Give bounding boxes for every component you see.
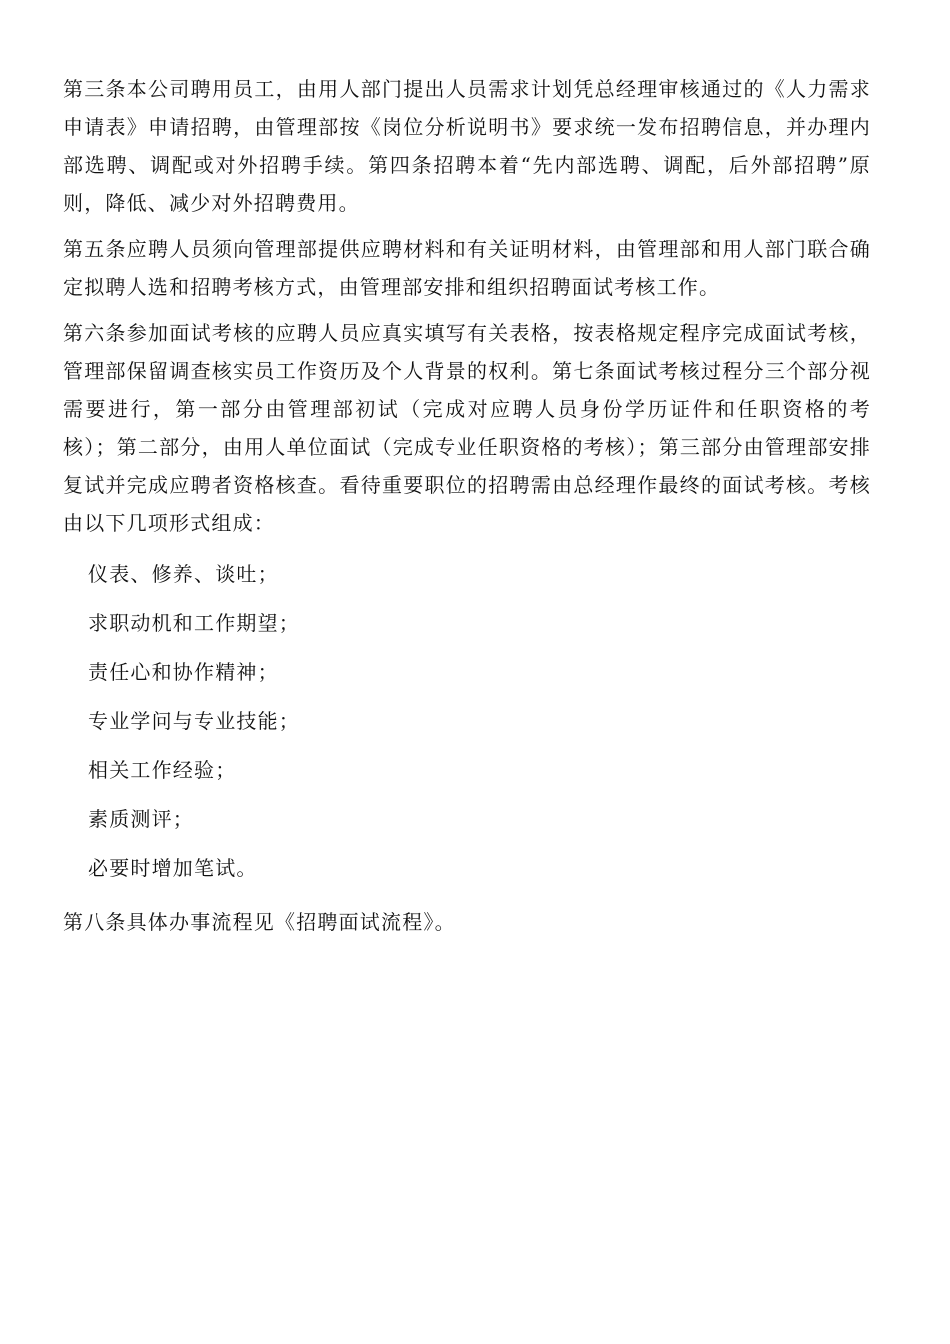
paragraph-article-6-7: 第六条参加面试考核的应聘人员应真实填写有关表格，按表格规定程序完成面试考核，管理部保留调查核实员工作资历及个人背景的权利。第七条面试考核过程分三个部分视需要进行，第一部分由管理部初试（完成对应聘人员身份学历证件和任职资格的考核）；第二部分，由用人单位面试（完成专业任职资格的考核）；第三部分由管理部安排复试并完成应聘者资格核查。看待重要职位的招聘需由总经理作最终的面试考核。考核由以下几项形式组成： bbox=[63, 321, 871, 535]
paragraph-article-5: 第五条应聘人员须向管理部提供应聘材料和有关证明材料，由管理部和用人部门联合确定拟聘人选和招聘考核方式，由管理部安排和组织招聘面试考核工作。 bbox=[63, 237, 871, 299]
list-item: 必要时增加笔试。 bbox=[88, 856, 258, 880]
paragraph-article-8: 第八条具体办事流程见《招聘面试流程》。 bbox=[63, 910, 456, 934]
list-item: 素质测评； bbox=[88, 807, 194, 831]
list-item: 专业学问与专业技能； bbox=[88, 709, 300, 733]
list-item: 仪表、修养、谈吐； bbox=[88, 562, 279, 586]
document-body bbox=[63, 70, 871, 949]
paragraph-article-3-4: 第三条本公司聘用员工，由用人部门提出人员需求计划凭总经理审核通过的《人力需求申请表》申请招聘，由管理部按《岗位分析说明书》要求统一发布招聘信息，并办理内部选聘、调配或对外招聘手续。第四条招聘本着“先内部选聘、调配，后外部招聘”原则，降低、减少对外招聘费用。 bbox=[63, 77, 871, 215]
assessment-item-list bbox=[63, 550, 871, 893]
list-item: 求职动机和工作期望； bbox=[88, 611, 300, 635]
list-item: 相关工作经验； bbox=[88, 758, 237, 782]
list-item: 责任心和协作精神； bbox=[88, 660, 279, 684]
